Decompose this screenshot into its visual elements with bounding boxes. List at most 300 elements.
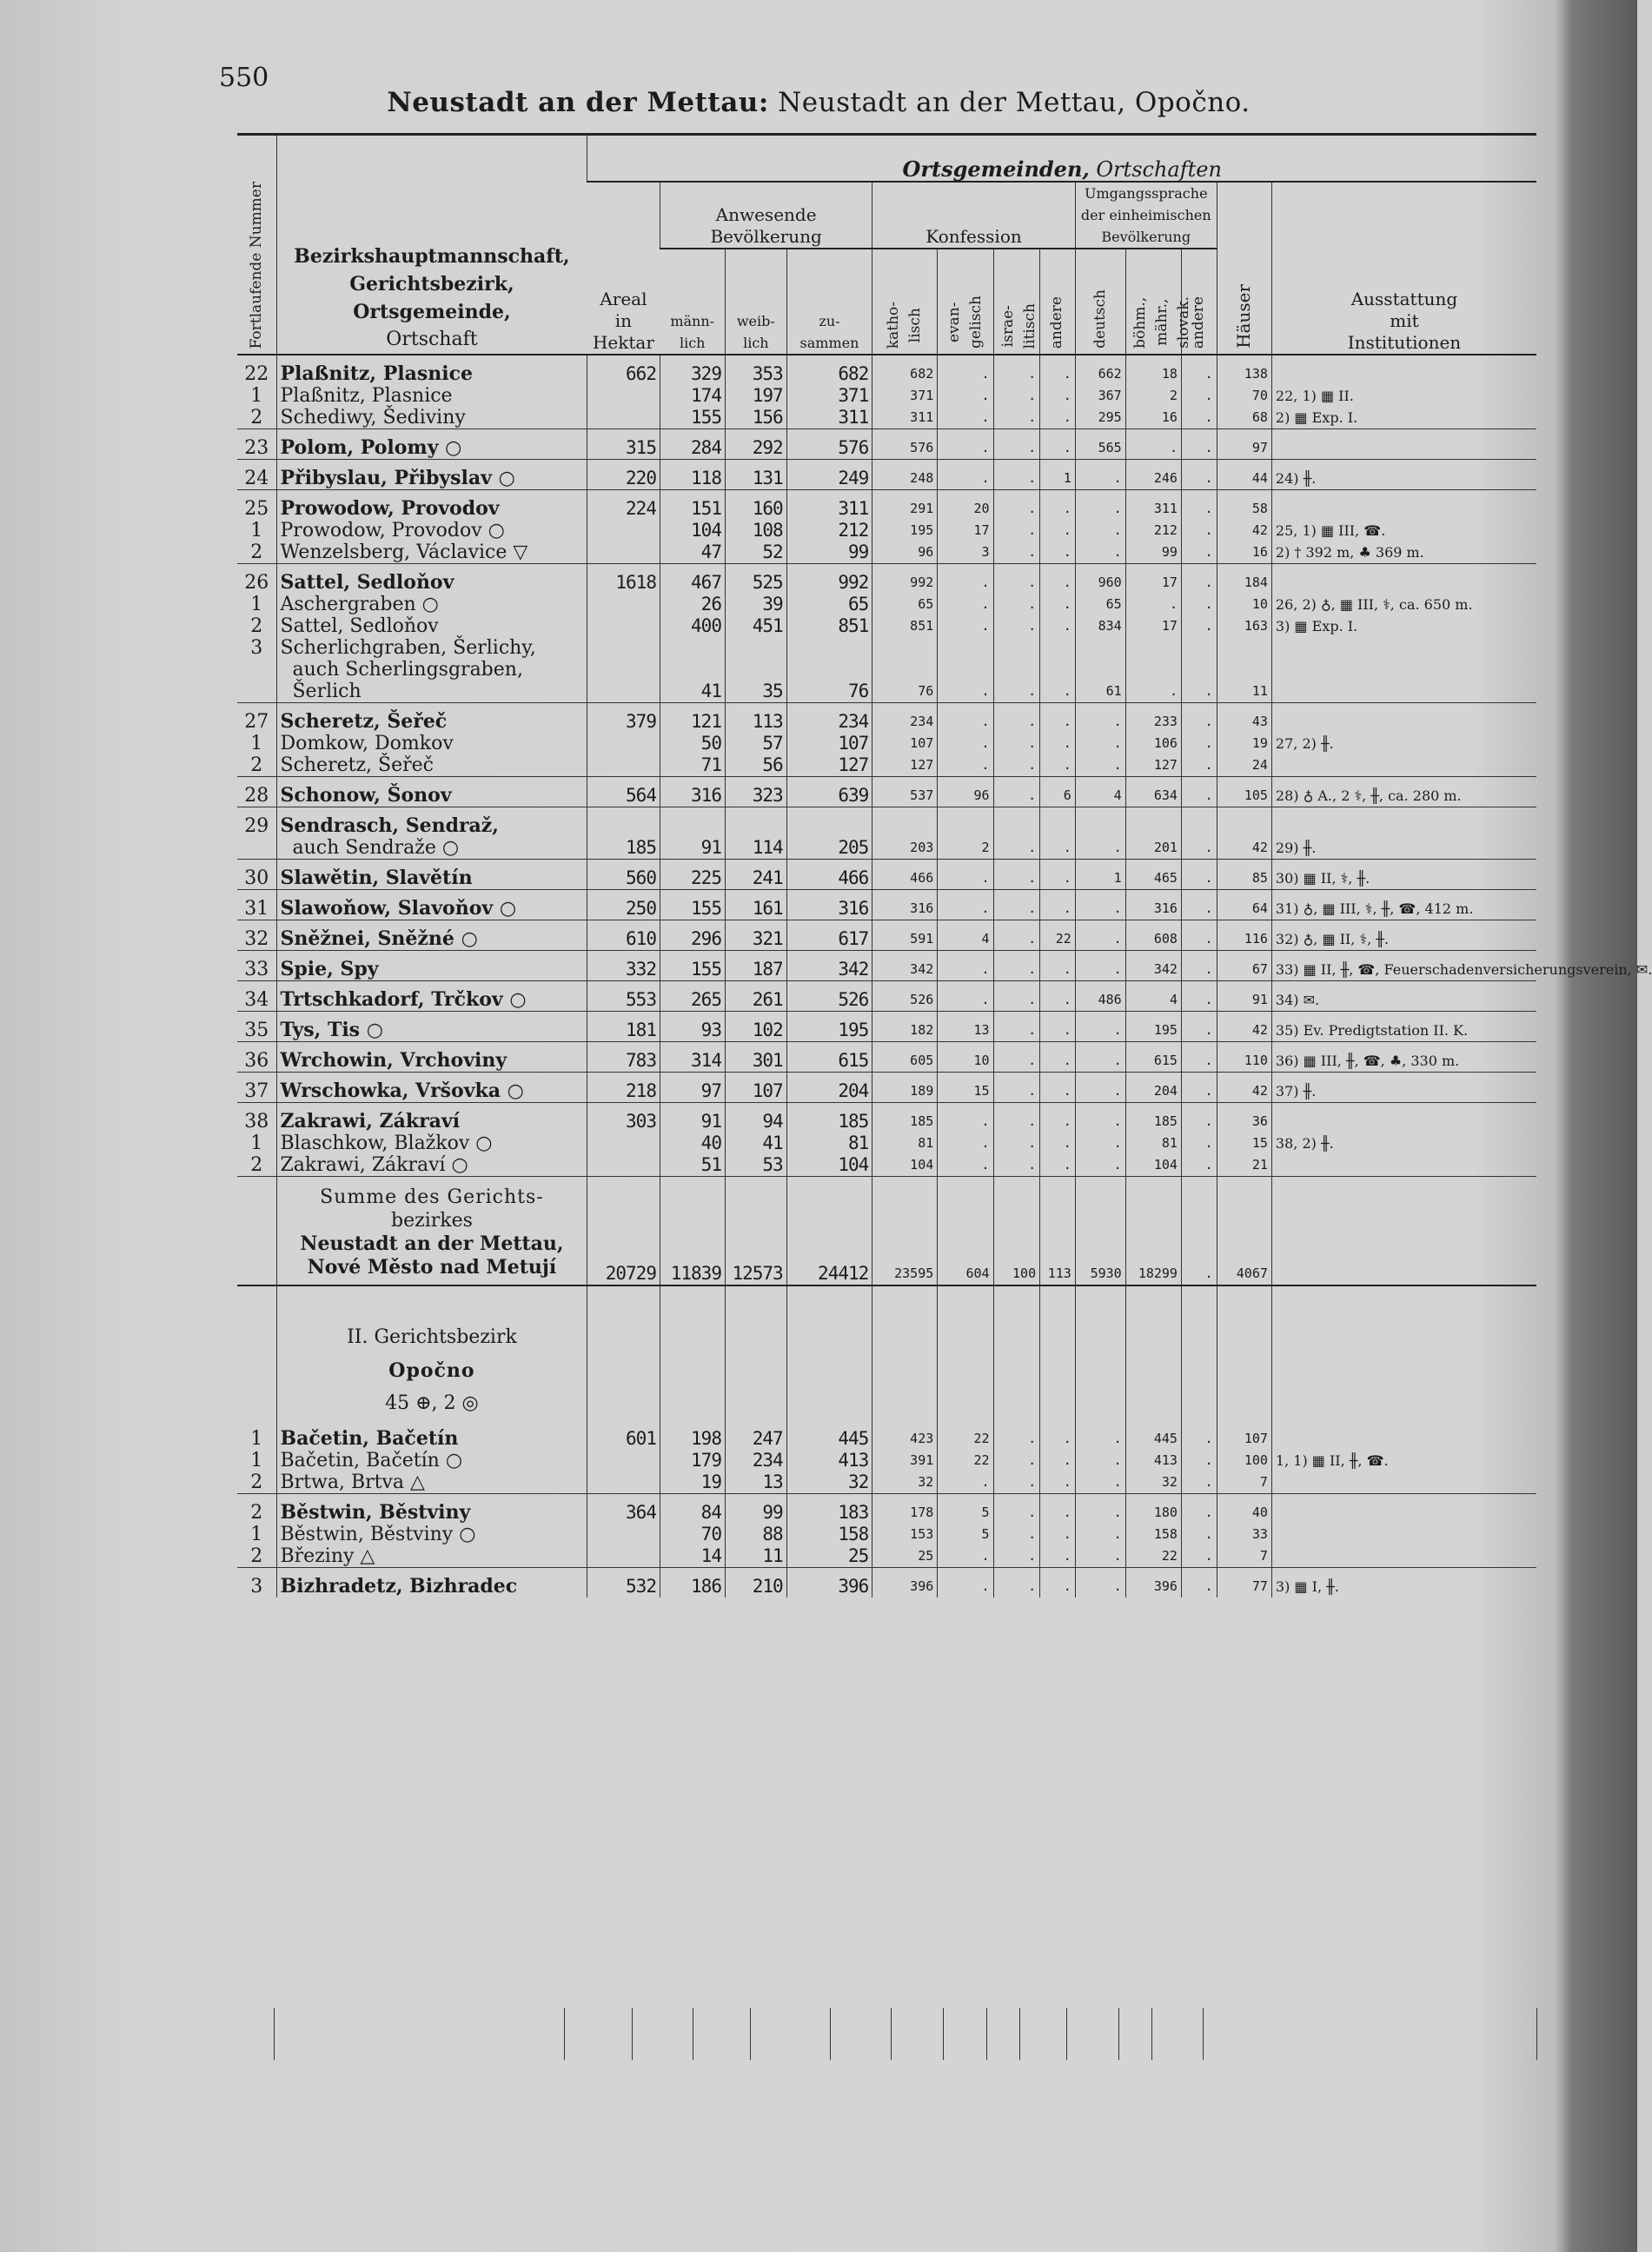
haeuser-value: 105 (1217, 777, 1271, 807)
evangelisch-value: . (938, 615, 993, 637)
col-haeuser: Häuser (1217, 182, 1271, 355)
place-name: Schediwy, Šediviny (276, 407, 587, 429)
table-row (237, 951, 1536, 981)
boehmisch-value: 4 (1125, 981, 1181, 1012)
andere-sprache-value: . (1181, 564, 1217, 595)
andere-konf-value: . (1040, 429, 1076, 460)
haeuser-value: 138 (1217, 355, 1271, 385)
zusammen-value: 195 (786, 1012, 872, 1042)
areal-value: 220 (587, 460, 660, 490)
evangelisch-value: 15 (938, 1073, 993, 1103)
andere-konf-value: . (1040, 594, 1076, 615)
place-name: Plaßnitz, Plasnice (276, 385, 587, 407)
evangelisch-value: . (938, 951, 993, 981)
andere-sprache-value: . (1181, 754, 1217, 777)
maennlich-value: 41 (660, 681, 725, 703)
areal-value (587, 520, 660, 541)
table-bottom-rules (237, 2008, 1536, 2060)
table-row (237, 520, 1536, 541)
maennlich-value: 97 (660, 1073, 725, 1103)
deutsch-value: 367 (1075, 385, 1125, 407)
zusammen-value: 76 (786, 681, 872, 703)
institutionen-value (1271, 429, 1536, 460)
row-number: 1 (250, 1133, 263, 1154)
row-number: 2 (250, 1471, 263, 1493)
zusammen-value: 205 (786, 837, 872, 860)
andere-sprache-value: . (1181, 1545, 1217, 1568)
haeuser-value: 42 (1217, 837, 1271, 860)
maennlich-value: 329 (660, 355, 725, 385)
deutsch-value: . (1075, 951, 1125, 981)
weiblich-value: 321 (725, 920, 786, 951)
evangelisch-value: . (938, 594, 993, 615)
row-number: 24 (237, 460, 276, 490)
table-row (237, 860, 1536, 890)
andere-konf-value: . (1040, 1420, 1076, 1450)
place-name: Běstwin, Běstviny ○ (276, 1524, 587, 1545)
institutionen-value (1271, 807, 1536, 838)
table-row (237, 490, 1536, 521)
section2-heading: II. Gerichtsbezirk Opočno 45 ⊕, 2 ◎ (237, 1285, 1536, 1420)
andere-sprache-value (1181, 659, 1217, 681)
areal-value: 379 (587, 703, 660, 734)
deutsch-value: . (1075, 733, 1125, 754)
deutsch-value: . (1075, 460, 1125, 490)
areal-value (587, 615, 660, 637)
table-row (237, 541, 1536, 564)
table-row (237, 1545, 1536, 1568)
israelitisch-value: . (993, 1103, 1040, 1133)
zusammen-value: 99 (786, 541, 872, 564)
haeuser-value: 184 (1217, 564, 1271, 595)
row-number: 34 (237, 981, 276, 1012)
deutsch-value: . (1075, 837, 1125, 860)
andere-sprache-value: . (1181, 1471, 1217, 1494)
areal-value: 553 (587, 981, 660, 1012)
row-number: 1 (250, 385, 263, 407)
haeuser-value: 107 (1217, 1420, 1271, 1450)
row-number: 1 (250, 733, 263, 754)
zusammen-value: 107 (786, 733, 872, 754)
row-number: 28 (237, 777, 276, 807)
areal-value (587, 385, 660, 407)
areal-value: 560 (587, 860, 660, 890)
place-name: Spie, Spy (276, 951, 587, 981)
col-deutsch: deutsch (1075, 249, 1125, 355)
maennlich-value: 174 (660, 385, 725, 407)
evangelisch-value: 20 (938, 490, 993, 521)
israelitisch-value: . (993, 754, 1040, 777)
row-number: 1 (250, 594, 263, 615)
katholisch-value: 526 (872, 981, 938, 1012)
zusammen-value (786, 637, 872, 659)
israelitisch-value: . (993, 541, 1040, 564)
place-name: Březiny △ (276, 1545, 587, 1568)
katholisch-value: 182 (872, 1012, 938, 1042)
katholisch-value (872, 659, 938, 681)
areal-value (587, 1545, 660, 1568)
andere-konf-value: . (1040, 733, 1076, 754)
place-name: Schonow, Šonov (276, 777, 587, 807)
israelitisch-value: . (993, 1568, 1040, 1598)
andere-konf-value: . (1040, 1103, 1076, 1133)
zusammen-value: 615 (786, 1042, 872, 1073)
andere-konf-value: . (1040, 407, 1076, 429)
andere-sprache-value: . (1181, 407, 1217, 429)
evangelisch-value: 13 (938, 1012, 993, 1042)
institutionen-value: 35) Ev. Predigtstation II. K. (1271, 1012, 1536, 1042)
andere-sprache-value: . (1181, 1133, 1217, 1154)
israelitisch-value: . (993, 594, 1040, 615)
table-row (237, 837, 1536, 860)
katholisch-value: 576 (872, 429, 938, 460)
weiblich-value: 247 (725, 1420, 786, 1450)
place-name: Přibyslau, Přibyslav ○ (276, 460, 587, 490)
place-name: Sendrasch, Sendraž, (276, 807, 587, 838)
haeuser-value: 42 (1217, 1012, 1271, 1042)
andere-sprache-value: . (1181, 860, 1217, 890)
areal-value: 662 (587, 355, 660, 385)
boehmisch-value: 342 (1125, 951, 1181, 981)
israelitisch-value: . (993, 355, 1040, 385)
andere-sprache-value: . (1181, 1042, 1217, 1073)
deutsch-value: 61 (1075, 681, 1125, 703)
zusammen-value: 185 (786, 1103, 872, 1133)
andere-sprache-value: . (1181, 981, 1217, 1012)
andere-sprache-value: . (1181, 1420, 1217, 1450)
zusammen-value: 639 (786, 777, 872, 807)
katholisch-value: 76 (872, 681, 938, 703)
maennlich-value: 51 (660, 1154, 725, 1177)
israelitisch-value: . (993, 1012, 1040, 1042)
israelitisch-value: . (993, 981, 1040, 1012)
evangelisch-value: 10 (938, 1042, 993, 1073)
table-row (237, 1494, 1536, 1525)
haeuser-value: 42 (1217, 1073, 1271, 1103)
place-name: Prowodow, Provodov ○ (276, 520, 587, 541)
table-row (237, 754, 1536, 777)
row-number: 2 (250, 407, 263, 428)
table-row (237, 1103, 1536, 1133)
institutionen-value (1271, 1524, 1536, 1545)
deutsch-value: 4 (1075, 777, 1125, 807)
areal-value: 315 (587, 429, 660, 460)
israelitisch-value: . (993, 460, 1040, 490)
katholisch-value: 127 (872, 754, 938, 777)
haeuser-value: 116 (1217, 920, 1271, 951)
katholisch-value: 104 (872, 1154, 938, 1177)
haeuser-value: 44 (1217, 460, 1271, 490)
katholisch-value: 189 (872, 1073, 938, 1103)
anwesende-header: Anwesende Bevölkerung (660, 182, 872, 249)
institutionen-value (1271, 754, 1536, 777)
maennlich-value: 467 (660, 564, 725, 595)
umgangssprache-header: Umgangssprache der einheimischen Bevölkerung (1075, 182, 1217, 249)
boehmisch-value: 158 (1125, 1524, 1181, 1545)
evangelisch-value: 5 (938, 1494, 993, 1525)
table-row (237, 681, 1536, 703)
table-row (237, 1073, 1536, 1103)
evangelisch-value: 17 (938, 520, 993, 541)
weiblich-value: 156 (725, 407, 786, 429)
table-row (237, 594, 1536, 615)
institutionen-value: 25, 1) ▦ III, ☎. (1271, 520, 1536, 541)
andere-konf-value: . (1040, 1042, 1076, 1073)
institutionen-value: 36) ▦ III, ╫, ☎, ♣, 330 m. (1271, 1042, 1536, 1073)
deutsch-value (1075, 807, 1125, 838)
zusammen-value: 617 (786, 920, 872, 951)
israelitisch-value (993, 807, 1040, 838)
andere-sprache-value: . (1181, 890, 1217, 920)
table-row (237, 1154, 1536, 1177)
boehmisch-value: 106 (1125, 733, 1181, 754)
deutsch-value: . (1075, 1450, 1125, 1471)
evangelisch-value: . (938, 681, 993, 703)
maennlich-value: 14 (660, 1545, 725, 1568)
andere-sprache-value: . (1181, 1568, 1217, 1598)
israelitisch-value: . (993, 429, 1040, 460)
andere-konf-value (1040, 637, 1076, 659)
weiblich-value: 102 (725, 1012, 786, 1042)
institutionen-value: 31) ♁, ▦ III, ⚕, ╫, ☎, 412 m. (1271, 890, 1536, 920)
institutionen-value (1271, 490, 1536, 521)
maennlich-value: 71 (660, 754, 725, 777)
evangelisch-value: . (938, 733, 993, 754)
katholisch-value: 851 (872, 615, 938, 637)
institutionen-value (1271, 1103, 1536, 1133)
areal-value (587, 541, 660, 564)
andere-konf-value: . (1040, 1450, 1076, 1471)
israelitisch-value: . (993, 564, 1040, 595)
maennlich-value: 40 (660, 1133, 725, 1154)
evangelisch-value (938, 637, 993, 659)
weiblich-value: 52 (725, 541, 786, 564)
andere-konf-value (1040, 807, 1076, 838)
maennlich-value: 314 (660, 1042, 725, 1073)
boehmisch-value: . (1125, 594, 1181, 615)
zusammen-value: 682 (786, 355, 872, 385)
deutsch-value (1075, 659, 1125, 681)
boehmisch-value: 396 (1125, 1568, 1181, 1598)
boehmisch-value: 413 (1125, 1450, 1181, 1471)
table-row (237, 703, 1536, 734)
institutionen-value: 37) ╫. (1271, 1073, 1536, 1103)
row-number: 33 (237, 951, 276, 981)
place-name: Prowodow, Provodov (276, 490, 587, 521)
weiblich-value: 261 (725, 981, 786, 1012)
weiblich-value: 13 (725, 1471, 786, 1494)
deutsch-value (1075, 637, 1125, 659)
summary-section (237, 1177, 1536, 1421)
boehmisch-value: 16 (1125, 407, 1181, 429)
evangelisch-value: . (938, 564, 993, 595)
andere-konf-value: . (1040, 615, 1076, 637)
maennlich-value: 225 (660, 860, 725, 890)
andere-konf-value: . (1040, 385, 1076, 407)
andere-sprache-value: . (1181, 703, 1217, 734)
evangelisch-value: 4 (938, 920, 993, 951)
israelitisch-value: . (993, 1042, 1040, 1073)
haeuser-value: 85 (1217, 860, 1271, 890)
andere-konf-value: . (1040, 541, 1076, 564)
zusammen-value: 992 (786, 564, 872, 595)
haeuser-value (1217, 637, 1271, 659)
row-number: 2 (250, 1545, 263, 1567)
israelitisch-value: . (993, 1420, 1040, 1450)
weiblich-value: 323 (725, 777, 786, 807)
maennlich-value: 316 (660, 777, 725, 807)
row-number: 2 (250, 615, 263, 637)
evangelisch-value (938, 807, 993, 838)
andere-konf-value: . (1040, 703, 1076, 734)
israelitisch-value: . (993, 520, 1040, 541)
weiblich-value (725, 807, 786, 838)
table-body-opocno (237, 1420, 1536, 1598)
place-name: Wenzelsberg, Václavice ▽ (276, 541, 587, 564)
andere-sprache-value: . (1181, 1012, 1217, 1042)
evangelisch-value: 5 (938, 1524, 993, 1545)
andere-sprache-value: . (1181, 541, 1217, 564)
maennlich-value (660, 659, 725, 681)
maennlich-value: 296 (660, 920, 725, 951)
place-name: Wrschowka, Vršovka ○ (276, 1073, 587, 1103)
deutsch-value: 662 (1075, 355, 1125, 385)
haeuser-value: 11 (1217, 681, 1271, 703)
institutionen-value: 3) ▦ Exp. I. (1271, 615, 1536, 637)
institutionen-value: 2) † 392 m, ♣ 369 m. (1271, 541, 1536, 564)
andere-konf-value: . (1040, 890, 1076, 920)
maennlich-value: 26 (660, 594, 725, 615)
maennlich-value: 121 (660, 703, 725, 734)
katholisch-value: 605 (872, 1042, 938, 1073)
boehmisch-value: 204 (1125, 1073, 1181, 1103)
institutionen-value: 32) ♁, ▦ II, ⚕, ╫. (1271, 920, 1536, 951)
andere-sprache-value: . (1181, 429, 1217, 460)
weiblich-value: 187 (725, 951, 786, 981)
zusammen-value: 371 (786, 385, 872, 407)
institutionen-value (1271, 637, 1536, 659)
table-row (237, 890, 1536, 920)
zusammen-value: 396 (786, 1568, 872, 1598)
table-row (237, 564, 1536, 595)
katholisch-value: 81 (872, 1133, 938, 1154)
katholisch-value: 316 (872, 890, 938, 920)
israelitisch-value: . (993, 615, 1040, 637)
zusammen-value: 127 (786, 754, 872, 777)
table-row (237, 1133, 1536, 1154)
weiblich-value: 301 (725, 1042, 786, 1073)
col-name-header: Bezirkshauptmannschaft, Gerichtsbezirk, Ortsgemeinde, Ortschaft (276, 136, 587, 355)
areal-value: 250 (587, 890, 660, 920)
haeuser-value: 7 (1217, 1471, 1271, 1494)
boehmisch-value: 608 (1125, 920, 1181, 951)
col-israelitisch: israe- litisch (993, 249, 1040, 355)
areal-value: 332 (587, 951, 660, 981)
place-name: Bačetin, Bačetín (276, 1420, 587, 1450)
evangelisch-value (938, 659, 993, 681)
institutionen-value: 1, 1) ▦ II, ╫, ☎. (1271, 1450, 1536, 1471)
row-number: 1 (250, 1428, 263, 1450)
andere-sprache-value (1181, 807, 1217, 838)
evangelisch-value: . (938, 1133, 993, 1154)
boehmisch-value: 316 (1125, 890, 1181, 920)
weiblich-value: 161 (725, 890, 786, 920)
haeuser-value: 7 (1217, 1545, 1271, 1568)
katholisch-value: 342 (872, 951, 938, 981)
areal-value: 218 (587, 1073, 660, 1103)
israelitisch-value: . (993, 1154, 1040, 1177)
haeuser-value: 16 (1217, 541, 1271, 564)
katholisch-value: 25 (872, 1545, 938, 1568)
boehmisch-value: 465 (1125, 860, 1181, 890)
row-number: 1 (250, 1524, 263, 1545)
areal-value: 1618 (587, 564, 660, 595)
areal-value: 303 (587, 1103, 660, 1133)
boehmisch-value (1125, 637, 1181, 659)
maennlich-value: 104 (660, 520, 725, 541)
andere-sprache-value: . (1181, 1103, 1217, 1133)
row-number: 2 (250, 754, 263, 776)
weiblich-value: 197 (725, 385, 786, 407)
israelitisch-value: . (993, 1073, 1040, 1103)
institutionen-value (1271, 564, 1536, 595)
place-name: Scherlichgraben, Šerlichy, (276, 637, 587, 659)
boehmisch-value: 17 (1125, 564, 1181, 595)
haeuser-value: 100 (1217, 1450, 1271, 1471)
boehmisch-value: 201 (1125, 837, 1181, 860)
katholisch-value: 423 (872, 1420, 938, 1450)
andere-sprache-value (1181, 637, 1217, 659)
deutsch-value: . (1075, 890, 1125, 920)
weiblich-value: 114 (725, 837, 786, 860)
boehmisch-value: 195 (1125, 1012, 1181, 1042)
katholisch-value: 32 (872, 1471, 938, 1494)
zusammen-value (786, 807, 872, 838)
col-boehmisch: böhm., mähr., slovak. (1125, 249, 1181, 355)
evangelisch-value: 22 (938, 1450, 993, 1471)
place-name: Bačetin, Bačetín ○ (276, 1450, 587, 1471)
areal-value: 601 (587, 1420, 660, 1450)
row-number: 2 (250, 1154, 263, 1176)
weiblich-value: 210 (725, 1568, 786, 1598)
place-name: Sněžnei, Sněžné ○ (276, 920, 587, 951)
row-number (237, 681, 276, 703)
areal-value (587, 733, 660, 754)
col-fortlaufende: Fortlaufende Nummer (237, 136, 276, 355)
katholisch-value: 537 (872, 777, 938, 807)
katholisch-value: 992 (872, 564, 938, 595)
ortsgemeinden-header: Ortsgemeinden, Ortschaften (587, 136, 1536, 182)
katholisch-value: 291 (872, 490, 938, 521)
table-row (237, 460, 1536, 490)
israelitisch-value (993, 659, 1040, 681)
haeuser-value: 10 (1217, 594, 1271, 615)
deutsch-value: . (1075, 1073, 1125, 1103)
zusammen-value: 158 (786, 1524, 872, 1545)
row-number: 32 (237, 920, 276, 951)
deutsch-value: . (1075, 541, 1125, 564)
weiblich-value: 131 (725, 460, 786, 490)
row-number: 2 (250, 541, 263, 563)
maennlich-value: 151 (660, 490, 725, 521)
zusammen-value: 183 (786, 1494, 872, 1525)
institutionen-value: 2) ▦ Exp. I. (1271, 407, 1536, 429)
areal-value (587, 807, 660, 838)
boehmisch-value: 2 (1125, 385, 1181, 407)
deutsch-value: . (1075, 1042, 1125, 1073)
areal-value (587, 659, 660, 681)
row-number: 38 (237, 1103, 276, 1133)
